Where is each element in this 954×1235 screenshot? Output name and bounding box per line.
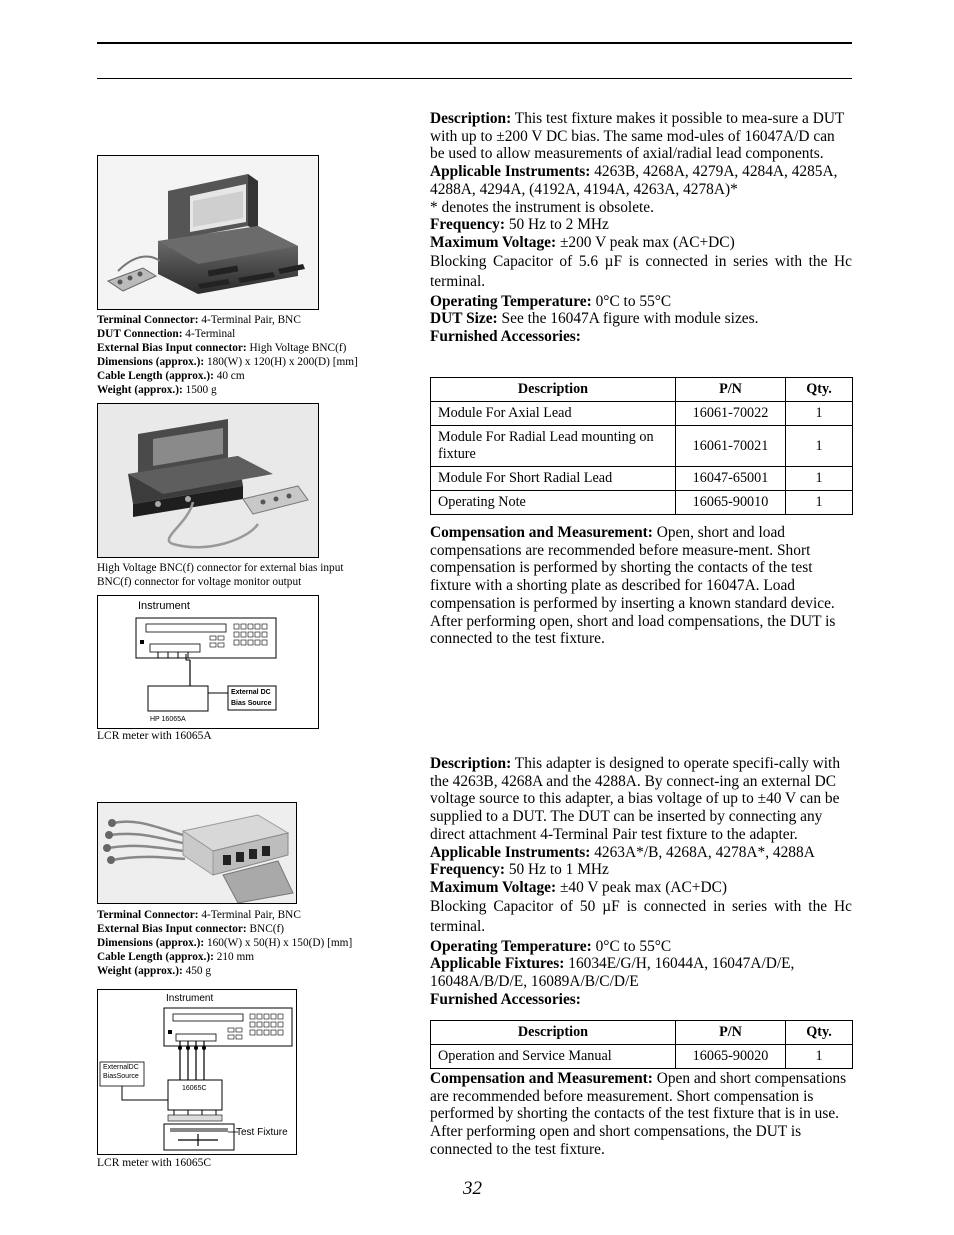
frequency-line: Frequency: 50 Hz to 1 MHz [430,861,609,879]
table-row [431,1045,853,1069]
fixture-16065a-rear-photo [97,403,319,558]
adapter-16065c-diagram-caption: LCR meter with 16065C [97,1157,212,1169]
column-header: Qty. [786,378,853,402]
cell-description: Module For Axial Lead [431,402,676,426]
table-row [431,426,853,467]
cell-part-number: 16061-70022 [676,402,786,426]
operating-temperature-line: Operating Temperature: 0°C to 55°C [430,937,672,955]
blocking-capacitor-note: Blocking Capacitor of 5.6 µF is connected in series with the Hc terminal. [430,252,852,291]
max-voltage-line: Maximum Voltage: ±200 V peak max (AC+DC) [430,233,735,251]
diagram-instrument-label: Instrument [138,600,190,612]
description-paragraph: Description: This adapter is designed to operate specifi-cally with the 4263B, 4268A and the 4288A. By connect-ing an external DC voltage source to this adapter, a bias voltage of up to ±40 V can be supplied to a DUT. The DUT can be inserted by connecting any direct attachment 4-Terminal Pair test fixture to the adapter. [430,755,841,843]
spec-line: External Bias Input connector: BNC(f) [97,923,285,935]
cell-part-number: 16047-65001 [676,467,786,491]
dut-size-line: DUT Size: See the 16047A figure with module sizes. [430,310,759,328]
fixture-16065a-photo [97,155,319,310]
cell-part-number: 16065-90020 [676,1045,786,1069]
spec-line: Dimensions (approx.): 160(W) x 50(H) x 150(D) [mm] [97,937,353,949]
spec-line: Dimensions (approx.): 180(W) x 120(H) x 200(D) [mm] [97,356,358,368]
frequency-line: Frequency: 50 Hz to 2 MHz [430,216,609,234]
column-header: Description [431,378,676,402]
diagram-bias-label-1: ExternalDC [103,1064,139,1071]
caption-line: High Voltage BNC(f) connector for external bias input [97,562,344,574]
instruments-paragraph: Applicable Instruments: 4263A*/B, 4268A, 4278A*, 4288A [430,843,815,861]
table-header-row [431,1021,853,1045]
cell-quantity: 1 [786,491,853,515]
fixture-16065a-description-block [430,110,852,346]
spec-line: Weight (approx.): 450 g [97,965,212,977]
obsolete-note: * denotes the instrument is obsolete. [430,198,654,216]
spec-line: External Bias Input connector: High Voltage BNC(f) [97,342,347,354]
fixture-16065a-connector-caption [97,561,417,589]
spec-line: Weight (approx.): 1500 g [97,384,217,396]
adapter-16065c-specs [97,908,417,978]
table-row [431,491,853,515]
adapter-16065c-accessories-table [430,1020,853,1069]
fixture-16065a-accessories-table [430,377,853,515]
compensation-paragraph: Compensation and Measurement: Open and short compensations are recommended before measurement. Short compensation is performed by shorting the contacts of the test fixture that is in use. After performing open and short compensations, the DUT is connected to the test fixture. [430,1070,847,1158]
accessories-heading: Furnished Accessories: [430,990,581,1008]
spec-line: DUT Connection: 4-Terminal [97,328,236,340]
table-row [431,467,853,491]
top-rule-thick [97,42,852,44]
accessories-heading: Furnished Accessories: [430,328,581,346]
table-header-row [431,378,853,402]
description-paragraph: Description: This test fixture makes it possible to mea-sure a DUT with up to ±200 V DC bias. The same mod-ules of 16047A/D can be used to allow measurements of axial/radial lead components. [430,110,845,163]
top-rule-thin [97,78,852,79]
spec-line: Terminal Connector: 4-Terminal Pair, BNC [97,909,301,921]
table-row [431,402,853,426]
column-header: P/N [676,1021,786,1045]
cell-quantity: 1 [786,402,853,426]
column-header: Qty. [786,1021,853,1045]
adapter-16065c-compensation [430,1070,852,1159]
cell-description: Module For Radial Lead mounting on fixture [431,426,676,467]
diagram-test-fixture-label: Test Fixture [236,1127,288,1138]
adapter-16065c-description-block [430,755,852,1008]
column-header: P/N [676,378,786,402]
applicable-fixtures-paragraph: Applicable Fixtures: 16034E/G/H, 16044A, 16047A/D/E, 16048A/B/D/E, 16089A/B/C/D/E [430,955,795,991]
diagram-instrument-label: Instrument [166,993,214,1004]
max-voltage-line: Maximum Voltage: ±40 V peak max (AC+DC) [430,878,727,896]
fixture-16065a-connection-diagram [97,595,319,729]
adapter-16065c-photo [97,802,297,904]
diagram-bias-label-2: Bias Source [231,700,272,707]
cell-quantity: 1 [786,426,853,467]
cell-quantity: 1 [786,467,853,491]
diagram-adapter-label: 16065C [182,1085,207,1092]
spec-line: Cable Length (approx.): 210 mm [97,951,255,963]
diagram-bias-label-1: External DC [231,689,271,696]
cell-description: Operation and Service Manual [431,1045,676,1069]
cell-description: Module For Short Radial Lead [431,467,676,491]
spec-line: Cable Length (approx.): 40 cm [97,370,245,382]
blocking-capacitor-note: Blocking Capacitor of 50 µF is connected in series with the Hc terminal. [430,897,852,936]
cell-quantity: 1 [786,1045,853,1069]
spec-line: Terminal Connector: 4-Terminal Pair, BNC [97,314,301,326]
diagram-bias-label-2: BiasSource [103,1073,139,1080]
adapter-16065c-connection-diagram [97,989,297,1155]
cell-description: Operating Note [431,491,676,515]
fixture-16065a-diagram-caption: LCR meter with 16065A [97,730,212,742]
page-number: 32 [463,1178,482,1199]
diagram-fixture-label: HP 16065A [150,716,186,723]
fixture-16065a-compensation [430,524,852,648]
caption-line: BNC(f) connector for voltage monitor output [97,576,302,588]
column-header: Description [431,1021,676,1045]
compensation-paragraph: Compensation and Measurement: Open, short and load compensations are recommended before measure-ment. Short compensation is performed by shorting the contacts of the test fixture with a shorting plate as described for 16047A. Load compensation is performed by inserting a known standard device. After performing open, short and load compensations, the DUT is connected to the test fixture. [430,524,836,648]
cell-part-number: 16061-70021 [676,426,786,467]
operating-temperature-line: Operating Temperature: 0°C to 55°C [430,292,672,310]
instruments-paragraph: Applicable Instruments: 4263B, 4268A, 4279A, 4284A, 4285A, 4288A, 4294A, (4192A, 4194A, 4263A, 4278A)* [430,163,838,198]
cell-part-number: 16065-90010 [676,491,786,515]
fixture-16065a-specs [97,313,417,397]
